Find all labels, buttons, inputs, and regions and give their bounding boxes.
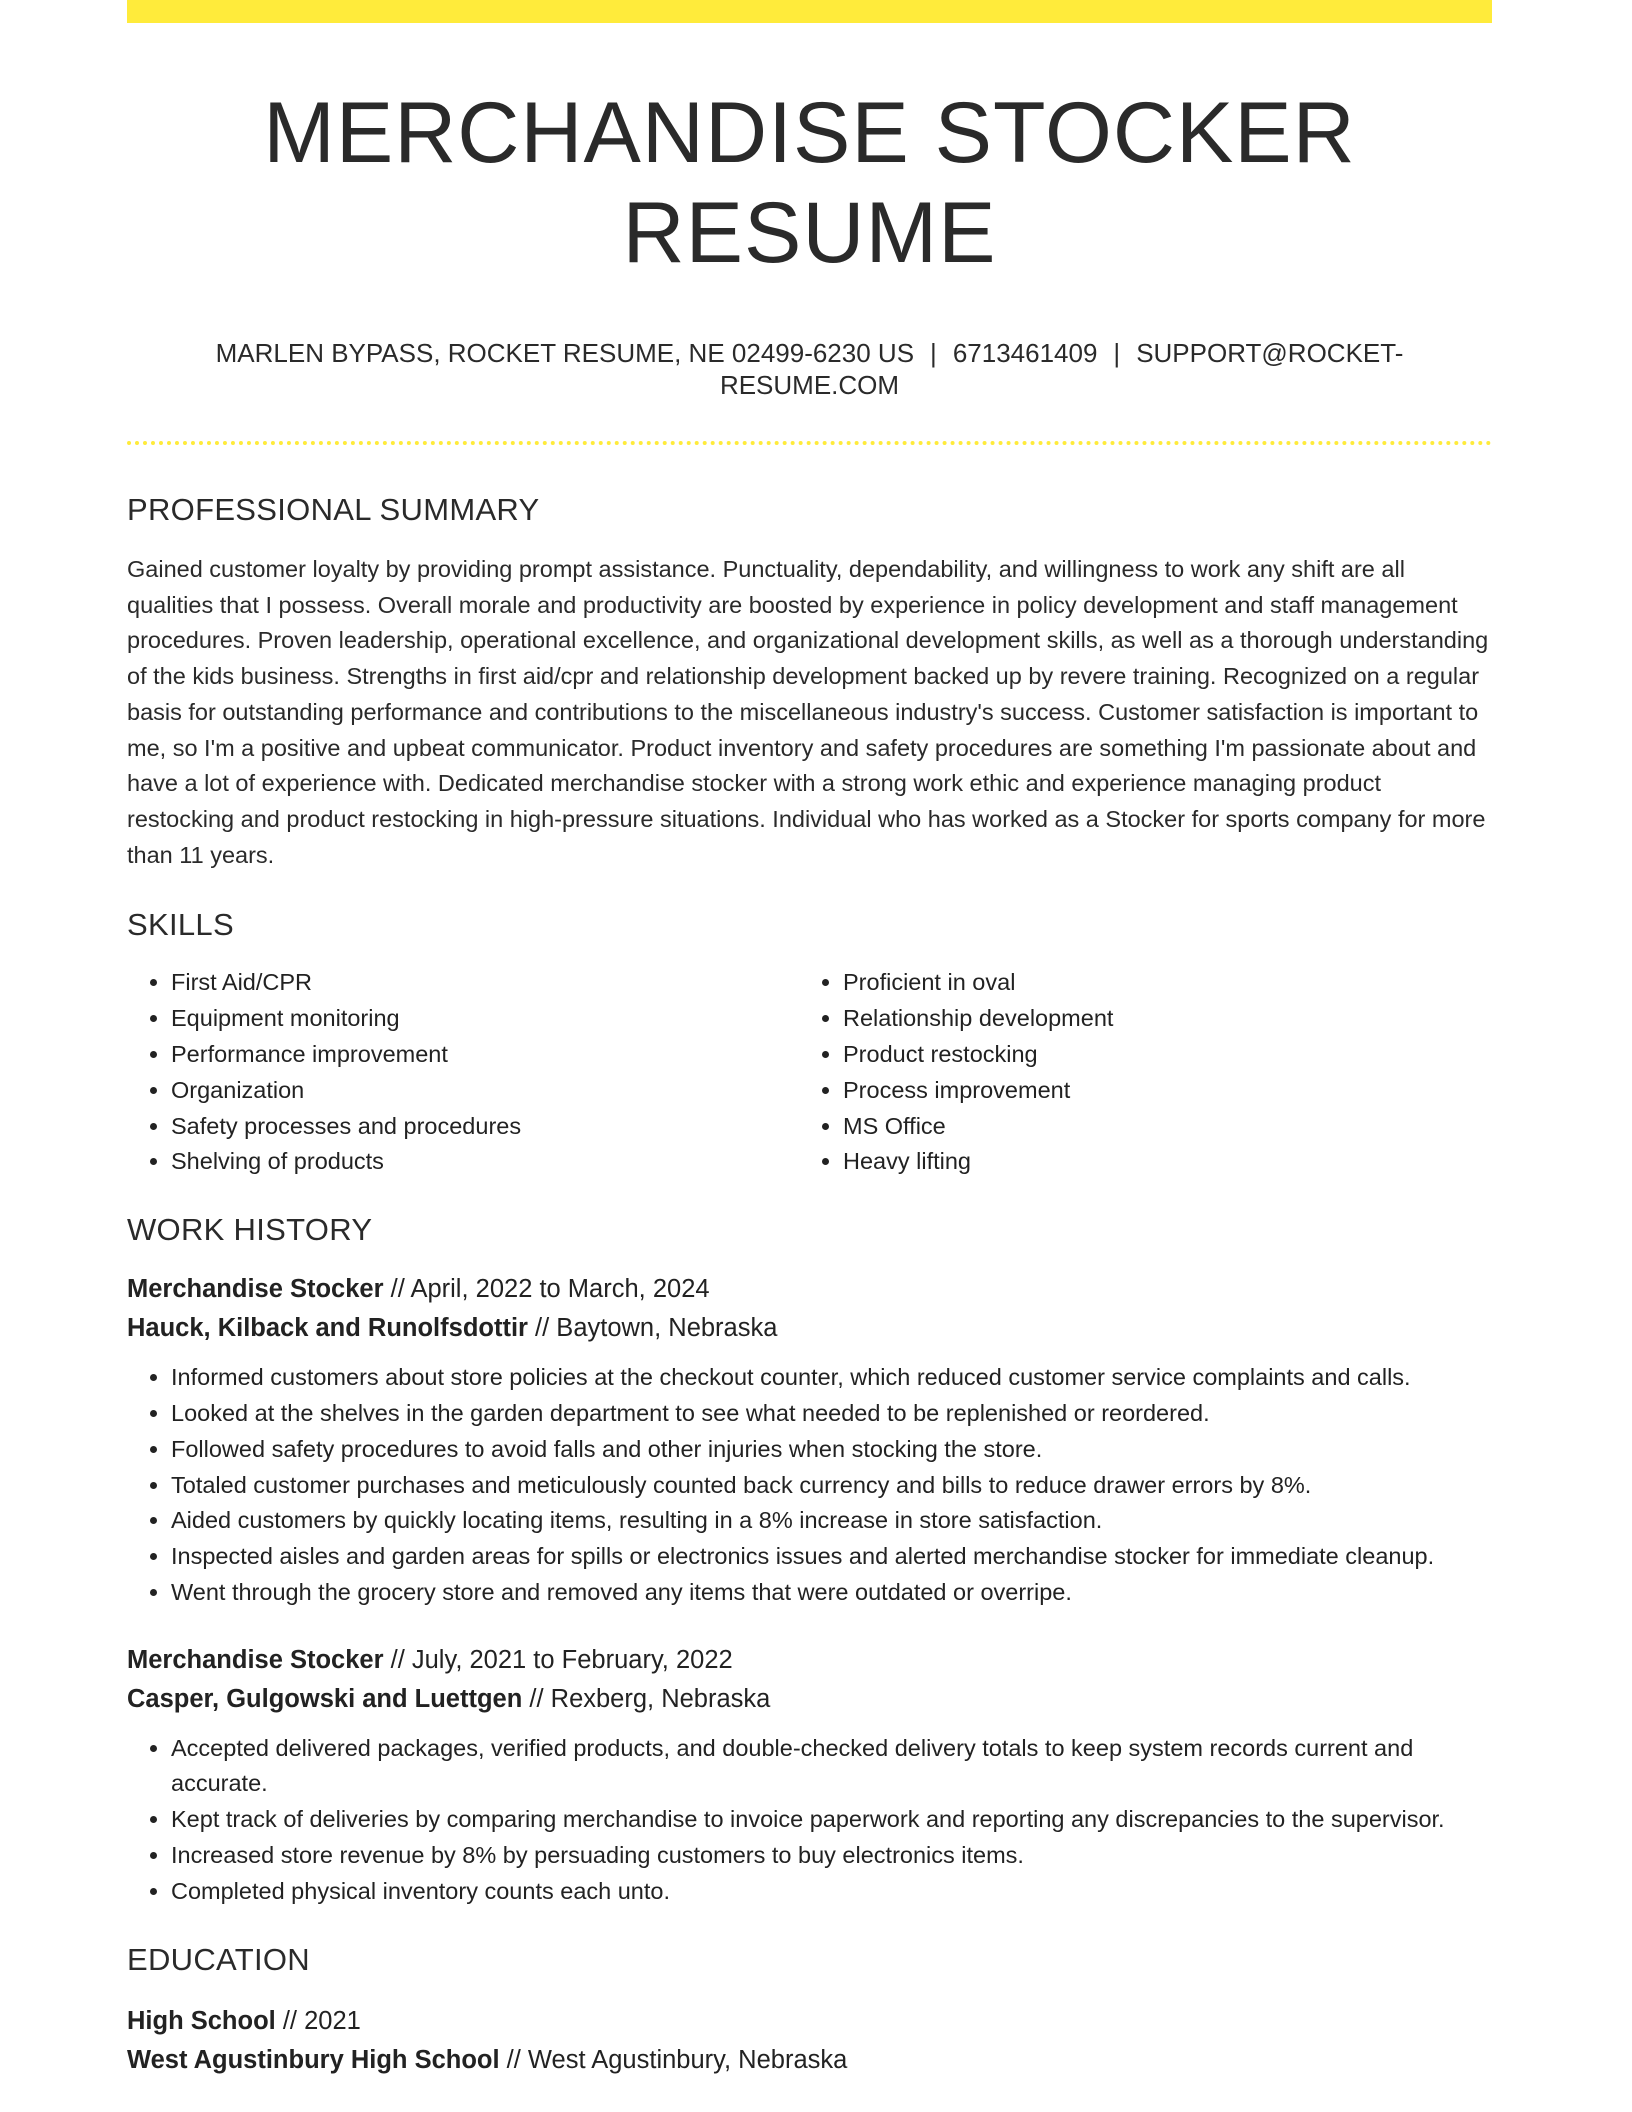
contact-separator: | [1113, 338, 1121, 368]
job-bullet: • Totaled customer purchases and meticulously counted back currency and bills to reduce drawer errors by 8%. [171, 1468, 1492, 1504]
skill-item: • Proficient in oval [843, 965, 1471, 1001]
skill-item: • Performance improvement [171, 1037, 799, 1073]
education-heading: EDUCATION [127, 1941, 310, 1977]
education-degree-line [127, 2002, 1492, 2041]
job-role: Merchandise Stocker [127, 1645, 384, 1674]
job-location: // Baytown, Nebraska [527, 1314, 778, 1343]
job-bullet: • Inspected aisles and garden areas for spills or electronics issues and alerted merchandise stocker for immediate cleanup. [171, 1539, 1492, 1575]
contact-address: MARLEN BYPASS, ROCKET RESUME, NE 02499-6230 US [215, 338, 915, 368]
skill-item: • Heavy lifting [843, 1144, 1471, 1180]
education-school-line [127, 2041, 1492, 2080]
job-company-line [127, 1680, 1492, 1719]
dotted-divider [127, 441, 1492, 445]
job-company: Casper, Gulgowski and Luettgen [127, 1684, 523, 1713]
job-bullets [127, 1360, 1492, 1611]
summary-paragraph: Gained customer loyalty by providing prompt assistance. Punctuality, dependability, and willingness to work any shift are all qualities that I possess. Overall morale and productivity are boosted by experience in policy development and staff management procedures. Proven leadership, operational excellence, and organizational development skills, as well as a thorough understanding of the kids business. Strengths in first aid/cpr and relationship development backed up by revere training. Recognized on a regular basis for outstanding performance and contributions to the miscellaneous industry's success. Customer satisfaction is important to me, so I'm a positive and upbeat communicator. Product inventory and safety procedures are something I'm passionate about and have a lot of experience with. Dedicated merchandise stocker with a strong work ethic and experience managing product restocking and product restocking in high-pressure situations. Individual who has worked as a Stocker for sports company for more than 11 years. [127, 556, 1489, 868]
job-dates: // July, 2021 to February, 2022 [383, 1645, 733, 1674]
skill-item: • Safety processes and procedures [171, 1109, 799, 1145]
education-year: // 2021 [275, 2006, 361, 2035]
contact-phone: 6713461409 [952, 338, 1098, 368]
resume-page [127, 0, 1492, 2080]
skill-item: • Relationship development [843, 1001, 1471, 1037]
education-degree: High School [127, 2006, 276, 2035]
skill-item: • Equipment monitoring [171, 1001, 799, 1037]
job-location: // Rexberg, Nebraska [522, 1684, 771, 1713]
contact-line [127, 337, 1492, 401]
job-role-line [127, 1641, 1492, 1680]
skills-columns [127, 965, 1492, 1180]
job-entry [127, 1270, 1492, 1611]
job-bullet: • Informed customers about store policies at the checkout counter, which reduced customer service complaints and calls. [171, 1360, 1492, 1396]
education-school: West Agustinbury High School [127, 2045, 500, 2074]
job-bullet: • Increased store revenue by 8% by persuading customers to buy electronics items. [171, 1838, 1492, 1874]
job-bullet: • Completed physical inventory counts each unto. [171, 1874, 1492, 1910]
skills-heading: SKILLS [127, 907, 234, 943]
skill-item: • MS Office [843, 1109, 1471, 1145]
skill-item: • Process improvement [843, 1073, 1471, 1109]
skill-item: • First Aid/CPR [171, 965, 799, 1001]
job-bullet: • Accepted delivered packages, verified products, and double-checked delivery totals to keep system records current and accurate. [171, 1731, 1492, 1803]
job-bullet: • Went through the grocery store and removed any items that were outdated or overripe. [171, 1575, 1492, 1611]
contact-email: SUPPORT@ROCKET-RESUME.COM [719, 338, 1404, 400]
summary-heading: PROFESSIONAL SUMMARY [127, 492, 540, 527]
skill-item: • Organization [171, 1073, 799, 1109]
resume-title: MERCHANDISE STOCKER RESUME [263, 85, 1356, 281]
job-company-line [127, 1309, 1492, 1348]
job-bullet: • Aided customers by quickly locating items, resulting in a 8% increase in store satisfaction. [171, 1503, 1492, 1539]
skills-list-right [799, 965, 1471, 1180]
skill-item: • Shelving of products [171, 1144, 799, 1180]
job-bullet: • Looked at the shelves in the garden department to see what needed to be replenished or reordered. [171, 1396, 1492, 1432]
contact-separator: | [930, 338, 937, 368]
job-entry [127, 1641, 1492, 1910]
job-bullets [127, 1731, 1492, 1910]
skill-item: • Product restocking [843, 1037, 1471, 1073]
job-company: Hauck, Kilback and Runolfsdottir [127, 1314, 528, 1343]
skills-list-left [127, 965, 799, 1180]
job-bullet: • Kept track of deliveries by comparing merchandise to invoice paperwork and reporting any discrepancies to the supervisor. [171, 1802, 1492, 1838]
job-dates: // April, 2022 to March, 2024 [383, 1275, 710, 1304]
job-bullet: • Followed safety procedures to avoid falls and other injuries when stocking the store. [171, 1432, 1492, 1468]
work-history-heading: WORK HISTORY [127, 1212, 373, 1248]
top-accent-bar [127, 0, 1492, 23]
education-location: // West Agustinbury, Nebraska [499, 2045, 848, 2074]
job-role: Merchandise Stocker [127, 1275, 384, 1304]
job-role-line [127, 1270, 1492, 1309]
